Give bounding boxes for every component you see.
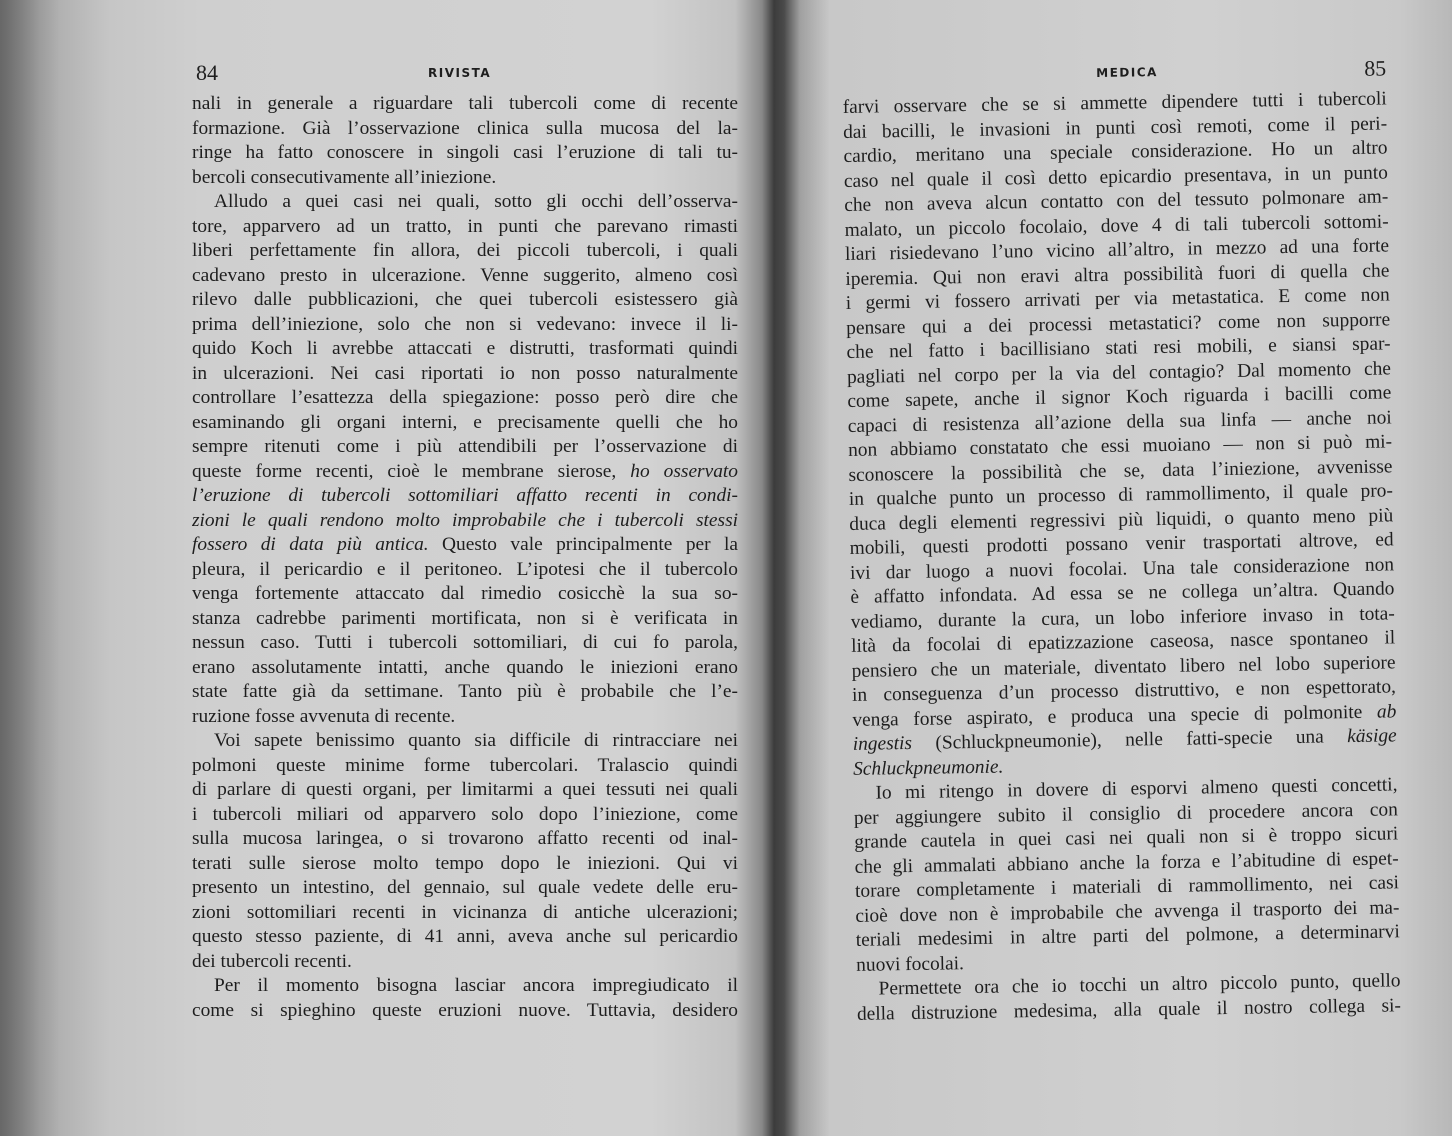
- text-line: [192, 803, 738, 828]
- running-head: [842, 51, 1386, 90]
- text-line: [192, 239, 738, 264]
- line-text: pleura, il pericardio e il peritoneo. L’ipotesi che il tubercolo: [192, 558, 738, 580]
- line-text: questo stesso paziente, di 41 anni, aveva anche sul pericardio: [192, 926, 738, 947]
- italic-text: ingestis: [852, 732, 913, 755]
- text-line: [192, 974, 738, 999]
- line-text: erano assolutamente intatti, anche quando le iniezioni erano: [192, 656, 738, 678]
- line-text: cioè dove non è improbabile che avvenga il trasporto dei ma-: [855, 896, 1400, 927]
- text-line: [192, 582, 738, 607]
- left-page: [192, 56, 738, 1023]
- text-line: [192, 778, 738, 803]
- text-line: [192, 680, 738, 705]
- line-text: sconoscere la possibilità che se, data l’iniezione, avvenisse: [848, 455, 1393, 486]
- text-line: [192, 533, 738, 558]
- line-text: zioni sottomiliari recenti in vicinanza di antiche ulcerazioni;: [192, 901, 738, 923]
- running-head: [192, 56, 738, 86]
- text-line: [192, 288, 738, 313]
- running-title: MEDICA: [1096, 65, 1159, 81]
- italic-text: Schluckpneumonie.: [852, 756, 1004, 780]
- page-number: 85: [1363, 55, 1387, 81]
- text-line: [192, 460, 738, 485]
- line-text: stanza cadrebbe parimenti mortificata, non si è verificata in: [192, 607, 738, 629]
- text-line: [192, 362, 738, 387]
- line-text: venga forse aspirato, e produca una specie di polmonite: [852, 701, 1378, 731]
- line-text: caso nel quale il così detto epicardio presentava, in un punto: [843, 161, 1388, 192]
- line-text: i germi vi fossero arrivati per via metastatica. E come non: [845, 284, 1390, 314]
- line-text: (Schluckpneumonie), nelle fatti-specie una: [911, 726, 1348, 754]
- text-line: [192, 190, 738, 215]
- line-text: torare completamente i materiali di rammollimento, nei casi: [854, 872, 1400, 902]
- line-text: Questo vale principalmente per la: [428, 534, 738, 555]
- line-text: presento un intestino, del gennaio, sul quale vedete delle eru-: [192, 877, 738, 898]
- line-text: come si spieghino queste eruzioni nuove. Tuttavia, desidero: [192, 999, 738, 1021]
- text-line: [192, 607, 738, 632]
- page-edge-shadow: [0, 0, 60, 1136]
- line-text: che gli ammalati abbiano anche la forza e l’abitudine di espet-: [854, 847, 1399, 878]
- text-line: [192, 925, 738, 950]
- text-line: [192, 509, 738, 534]
- text-line: [192, 484, 738, 509]
- italic-text: ab: [1376, 700, 1397, 723]
- line-text: non abbiamo constatato che essi muoiano — non si può mi-: [847, 431, 1393, 461]
- text-line: [192, 215, 738, 240]
- text-line: [192, 705, 738, 730]
- line-text: formazione. Già l’osservazione clinica sulla mucosa del la-: [192, 117, 738, 139]
- line-text: pagliati nel corpo per la via del contagio? Dal momento che: [846, 357, 1392, 388]
- line-text: iperemia. Qui non eravi altra possibilità fuori di quella che: [845, 259, 1390, 290]
- line-text: per aggiungere subito il consiglio di procedere ancora con: [853, 798, 1399, 829]
- line-text: mobili, questi prodotti possano venir trasportati altrove, ed: [849, 529, 1394, 559]
- italic-text: fossero di data più antica.: [192, 534, 429, 555]
- line-text: pensiero che un materiale, diventato libero nel lobo superiore: [851, 651, 1396, 682]
- text-line: [192, 337, 738, 362]
- text-line: [192, 999, 738, 1024]
- line-text: nuovi focolai.: [856, 952, 965, 976]
- line-text: dei tubercoli recenti.: [192, 950, 352, 972]
- line-text: ruzione fosse avvenuta di recente.: [192, 705, 456, 727]
- text-line: [192, 117, 738, 142]
- line-text: farvi osservare che se si ammette dipendere tutti i tubercoli: [842, 88, 1387, 118]
- line-text: duca degli elementi regressivi più liquidi, o quanto meno più: [849, 504, 1394, 535]
- line-text: controllare l’esattezza della spiegazione: posso però dire che: [192, 387, 738, 408]
- line-text: state fatte già da settimane. Tanto più è probabile che l’e-: [192, 681, 738, 702]
- text-line: [192, 264, 738, 289]
- line-text: Voi sapete benissimo quanto sia difficile di rintracciare nei: [214, 730, 738, 751]
- text-line: [192, 411, 738, 436]
- text-line: [192, 729, 738, 754]
- line-text: in qualche punto un processo di rammollimento, il quale pro-: [848, 480, 1394, 510]
- line-text: che nel fatto i bacillisiano stati resi mobili, e siansi spar-: [846, 333, 1391, 363]
- line-text: come sapete, anche il signor Koch riguarda i bacilli come: [847, 382, 1392, 412]
- line-text: prima dell’iniezione, solo che non si vedevano: invece il li-: [192, 313, 738, 335]
- text-line: [192, 876, 738, 901]
- line-text: rilevo dalle pubblicazioni, che quei tubercoli esistessero già: [192, 289, 738, 310]
- line-text: tore, apparvero ad un tratto, in punti che parevano rimasti: [192, 215, 738, 237]
- text-line: [192, 656, 738, 681]
- text-line: [192, 852, 738, 877]
- text-line: [192, 901, 738, 926]
- line-text: di parlare di questi organi, per limitarmi a quei tessuti nei quali: [192, 779, 738, 800]
- line-text: teriali medesimi in altre parti del polmone, a determinarvi: [855, 921, 1400, 951]
- line-text: nessun caso. Tutti i tubercoli sottomiliari, di cui fo parola,: [192, 632, 738, 653]
- text-line: [192, 92, 738, 117]
- line-text: bercoli consecutivamente all’iniezione.: [192, 166, 497, 188]
- line-text: Permettete ora che io tocchi un altro piccolo punto, quello: [878, 970, 1401, 1000]
- right-page: [842, 51, 1401, 1026]
- line-text: i tubercoli miliari od apparvero solo dopo l’iniezione, come: [192, 803, 738, 825]
- line-text: Io mi ritengo in dovere di esporvi almeno questi concetti,: [875, 774, 1398, 804]
- line-text: polmoni queste minime forme tubercolari. Tralascio quindi: [192, 754, 738, 776]
- line-text: quido Koch li avrebbe attaccati e distrutti, trasformati quindi: [192, 338, 738, 359]
- line-text: venga fortemente attaccato dal rimedio cosicchè la sua so-: [192, 583, 738, 604]
- line-text: ringe ha fatto conoscere in singoli casi l’eruzione di tali tu-: [192, 142, 738, 163]
- line-text: in ulcerazioni. Nei casi riportati io non posso naturalmente: [192, 362, 738, 384]
- line-text: capaci di resistenza all’azione della sua linfa — anche noi: [847, 406, 1392, 437]
- line-text: queste forme recenti, cioè le membrane sierose,: [192, 460, 631, 482]
- italic-text: l’eruzione di tubercoli sottomiliari affatto recenti in condi-: [192, 485, 738, 506]
- line-text: esaminando gli organi interni, e precisamente quelli che ho: [192, 411, 738, 433]
- line-text: lità da focolai di epatizzazione caseosa, nasce spontaneo il: [851, 627, 1396, 657]
- page-body-text: [843, 87, 1402, 1026]
- line-text: liari risiedevano l’uno vicino all’altro, in mezzo ad una forte: [844, 235, 1390, 265]
- line-text: Per il momento bisogna lasciar ancora impregiudicato il: [214, 975, 738, 996]
- line-text: in conseguenza d’un processo distruttivo, e non espettorato,: [851, 676, 1397, 706]
- text-line: [192, 950, 738, 975]
- text-line: [192, 435, 738, 460]
- line-text: è affatto infondata. Ad essa se ne collega un’altra. Quando: [850, 578, 1395, 608]
- text-line: [192, 386, 738, 411]
- line-text: grande cautela in quei casi nei quali non si è troppo sicuri: [854, 823, 1399, 853]
- line-text: sempre ritenuti come i più attendibili per l’osservazione di: [192, 436, 738, 457]
- page-number: 84: [196, 60, 218, 85]
- line-text: liberi perfettamente fin allora, dei piccoli tubercoli, i quali: [192, 240, 738, 261]
- italic-text: ho osservato: [630, 460, 738, 482]
- line-text: terati sulle sierose molto tempo dopo le iniezioni. Qui vi: [192, 852, 738, 874]
- text-line: [192, 631, 738, 656]
- text-line: [192, 754, 738, 779]
- line-text: che non aveva alcun contatto con del tessuto polmonare am-: [844, 186, 1389, 216]
- text-line: [192, 141, 738, 166]
- text-line: [192, 827, 738, 852]
- italic-text: zioni le quali rendono molto improbabile che i tubercoli stessi: [192, 509, 738, 531]
- text-line: [192, 313, 738, 338]
- italic-text: käsige: [1346, 725, 1397, 748]
- line-text: vediamo, durante la cura, un lobo inferiore invaso in tota-: [850, 602, 1395, 633]
- text-line: [192, 558, 738, 583]
- line-text: Alludo a quei casi nei quali, sotto gli occhi dell’osserva-: [214, 191, 738, 212]
- line-text: nali in generale a riguardare tali tubercoli come di recente: [192, 93, 738, 114]
- line-text: malato, un piccolo focolaio, dove 4 di tali tubercoli sottomi-: [844, 210, 1389, 241]
- line-text: della distruzione medesima, alla quale il nostro collega si-: [856, 994, 1402, 1025]
- line-text: cadevano presto in ulcerazione. Venne suggerito, almeno così: [192, 264, 738, 286]
- page-body-text: [192, 92, 738, 1023]
- line-text: dai bacilli, le invasioni in punti così remoti, come il peri-: [842, 112, 1388, 143]
- line-text: pensare qui a dei processi metastatici? come non supporre: [846, 308, 1391, 339]
- text-line: [192, 166, 738, 191]
- line-text: ivi dar luogo a nuovi focolai. Una tale considerazione non: [849, 553, 1395, 584]
- line-text: sulla mucosa laringea, o si trovarono affatto recenti od inal-: [192, 828, 738, 849]
- running-title: RIVISTA: [428, 66, 492, 80]
- line-text: cardio, meritano una speciale considerazione. Ho un altro: [843, 137, 1388, 167]
